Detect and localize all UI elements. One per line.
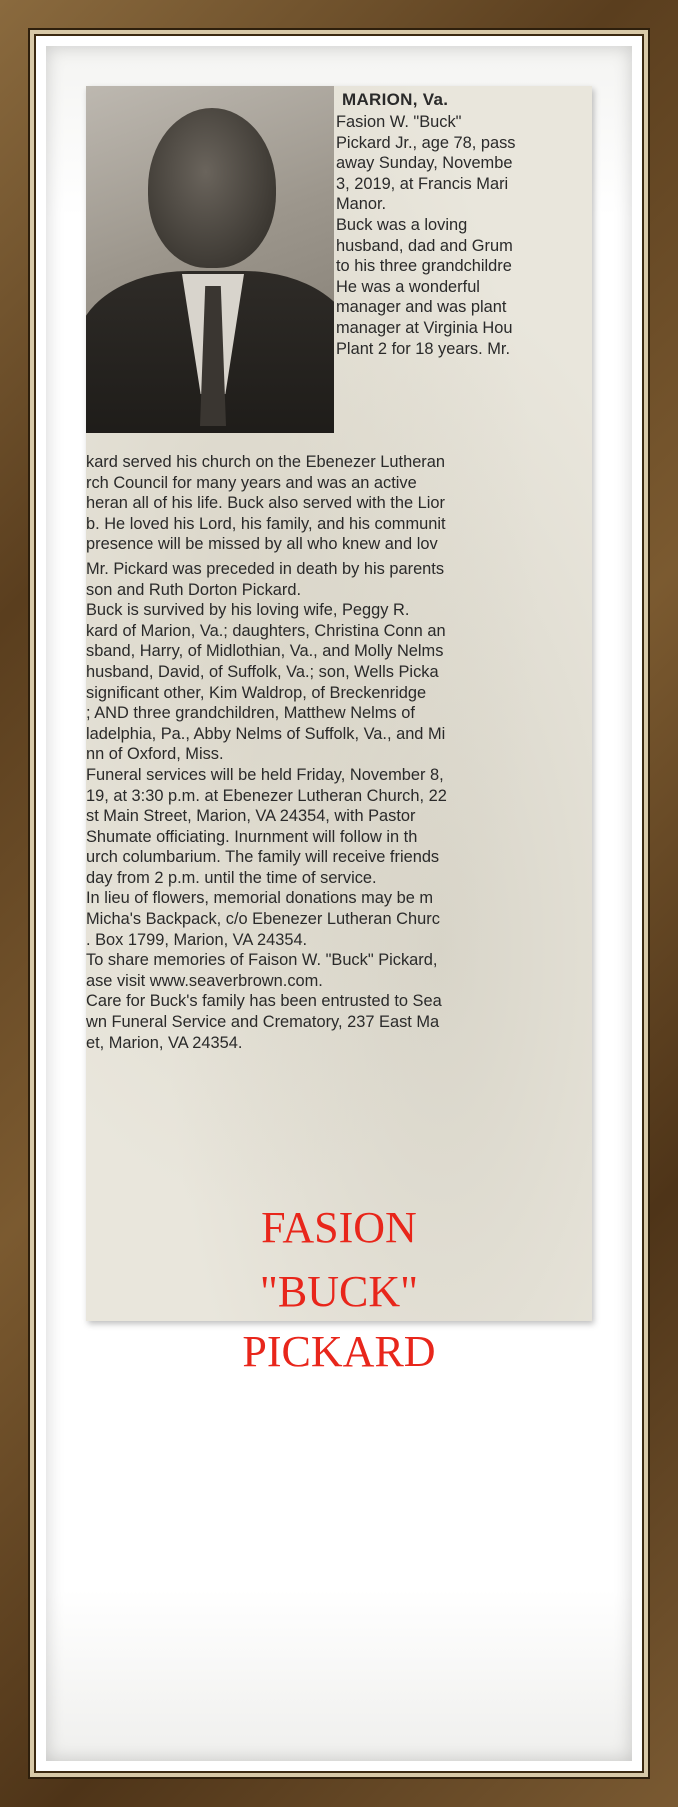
obituary-line: son and Ruth Dorton Pickard. bbox=[86, 580, 302, 599]
obituary-line: husband, dad and Grum bbox=[336, 236, 513, 255]
obituary-line: st Main Street, Marion, VA 24354, with Pastor bbox=[86, 807, 416, 826]
obituary-line: Funeral services will be held Friday, November 8, bbox=[86, 765, 444, 784]
obituary-line: wn Funeral Service and Crematory, 237 East Ma bbox=[86, 1013, 440, 1032]
obituary-line: . Box 1799, Marion, VA 24354. bbox=[86, 930, 308, 949]
newspaper-clipping bbox=[86, 86, 592, 1321]
obituary-line: Buck is survived by his loving wife, Peggy R. bbox=[86, 601, 410, 620]
caption-nickname: "BUCK" bbox=[259, 1267, 419, 1316]
obituary-line: nn of Oxford, Miss. bbox=[86, 745, 224, 764]
obituary-line: to his three grandchildre bbox=[336, 257, 512, 276]
obituary-text-beside-photo bbox=[336, 112, 592, 359]
obituary-line: 3, 2019, at Francis Mari bbox=[336, 174, 509, 193]
obituary-line: kard served his church on the Ebenezer Lutheran bbox=[86, 453, 445, 471]
obituary-line: 19, at 3:30 p.m. at Ebenezer Lutheran Church, 22 bbox=[86, 786, 447, 805]
obituary-line: ladelphia, Pa., Abby Nelms of Suffolk, Va., and Mi bbox=[86, 724, 446, 743]
obituary-line: Mr. Pickard was preceded in death by his parents bbox=[86, 559, 445, 578]
portrait-photo bbox=[86, 86, 334, 433]
obituary-line: sband, Harry, of Midlothian, Va., and Molly Nelms bbox=[86, 642, 444, 661]
caption-last-name: PICKARD bbox=[242, 1327, 436, 1376]
obituary-line: et, Marion, VA 24354. bbox=[86, 1033, 243, 1052]
obituary-line: heran all of his life. Buck also served with the Lior bbox=[86, 494, 445, 513]
obituary-text-body bbox=[86, 452, 592, 1053]
obituary-line: significant other, Kim Waldrop, of Breckenridge bbox=[86, 683, 427, 702]
obituary-line: Fasion W. "Buck" bbox=[336, 113, 462, 131]
obituary-line: b. He loved his Lord, his family, and his communit bbox=[86, 514, 446, 533]
obituary-line: presence will be missed by all who knew and lov bbox=[86, 535, 438, 554]
obituary-line: Pickard Jr., age 78, pass bbox=[336, 133, 516, 152]
obituary-line: day from 2 p.m. until the time of service. bbox=[86, 868, 377, 887]
obituary-line: Care for Buck's family has been entrusted to Sea bbox=[86, 992, 442, 1011]
obituary-line: Shumate officiating. Inurnment will follow in th bbox=[86, 827, 418, 846]
obituary-line: In lieu of flowers, memorial donations may be m bbox=[86, 889, 434, 908]
caption-first-name: FASION bbox=[261, 1203, 417, 1252]
obituary-line: manager at Virginia Hou bbox=[336, 318, 513, 337]
obituary-line: To share memories of Faison W. "Buck" Pickard, bbox=[86, 951, 438, 970]
obituary-line: away Sunday, Novembe bbox=[336, 154, 513, 173]
obituary-line: ; AND three grandchildren, Matthew Nelms of bbox=[86, 704, 415, 723]
obituary-line: ase visit www.seaverbrown.com. bbox=[86, 971, 323, 990]
obituary-line: Manor. bbox=[336, 195, 387, 214]
portrait-head bbox=[148, 108, 276, 268]
obituary-line: urch columbarium. The family will receive friends bbox=[86, 848, 440, 867]
obituary-line: He was a wonderful bbox=[336, 277, 480, 296]
obituary-line: Plant 2 for 18 years. Mr. bbox=[336, 339, 510, 358]
obituary-line: manager and was plant bbox=[336, 298, 507, 317]
obituary-line: Buck was a loving bbox=[336, 215, 468, 234]
obituary-line: husband, David, of Suffolk, Va.; son, Wells Picka bbox=[86, 662, 439, 681]
obituary-line: Micha's Backpack, c/o Ebenezer Lutheran Churc bbox=[86, 910, 440, 929]
obituary-line: rch Council for many years and was an active bbox=[86, 473, 417, 492]
obituary-dateline: MARION, Va. bbox=[342, 90, 449, 109]
obituary-line: kard of Marion, Va.; daughters, Christina Conn an bbox=[86, 621, 446, 640]
